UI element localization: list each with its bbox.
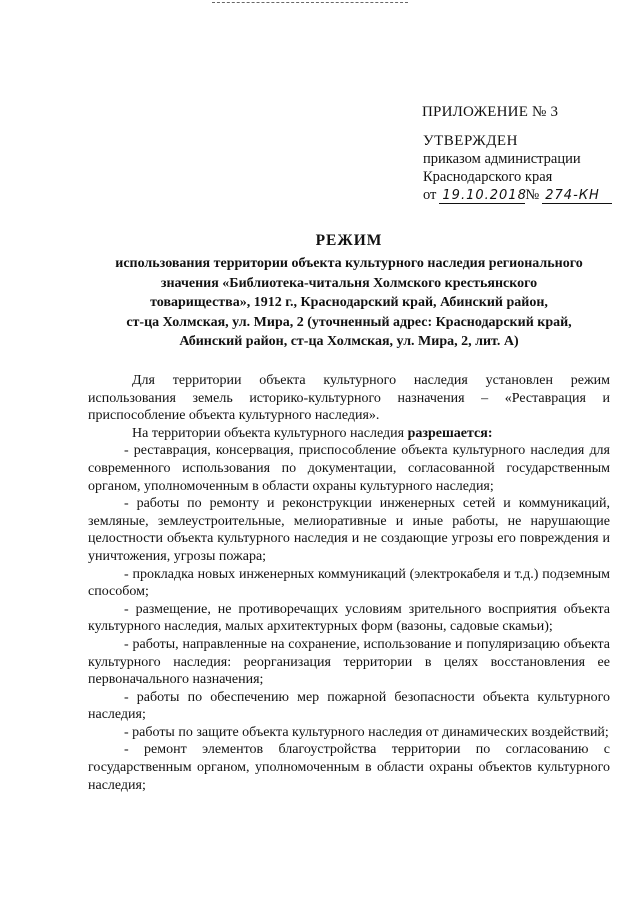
order-date-number <box>423 186 612 204</box>
top-scan-edge <box>212 2 408 3</box>
list-item: - реставрация, консервация, приспособление объекта культурного наследия для современного использования по документации, согласованной государственным органом, уполномоченным в области охраны культурного наследия; <box>88 443 610 494</box>
allowed-prefix: На территории объекта культурного наследия <box>132 425 408 441</box>
order-date: 19.10.2018 <box>439 189 525 204</box>
allowed-paragraph <box>88 425 610 443</box>
allowed-bold: разрешается: <box>407 425 493 441</box>
heading-line: товарищества», 1912 г., Краснодарский край, Абинский район, <box>150 295 548 310</box>
order-line-2: Краснодарского края <box>423 169 553 185</box>
list-item: - работы по защите объекта культурного наследия от динамических воздействий; <box>124 724 609 740</box>
number-prefix: № <box>525 187 540 203</box>
list-item: - работы по ремонту и реконструкции инженерных сетей и коммуникаций, земляные, землеустроительные, мелиоративные и иные работы, не нарушающие целостности объекта культурного наследия и не создающие угрозы его повреждения и уничтожения, угрозы пожара; <box>88 496 610 564</box>
heading-line: использования территории объекта культурного наследия регионального <box>115 256 583 271</box>
list-item: - размещение, не противоречащих условиям зрительного восприятия объекта культурного наследия, малых архитектурных форм (вазоны, садовые скамьи); <box>88 601 610 635</box>
list-item: - работы по обеспечению мер пожарной безопасности объекта культурного наследия; <box>88 689 610 723</box>
approval-block <box>423 132 612 204</box>
heading-line: Абинский район, ст-ца Холмская, ул. Мира, 2, лит. А) <box>179 334 519 349</box>
date-prefix: от <box>423 187 437 203</box>
appendix-label: ПРИЛОЖЕНИЕ № 3 <box>422 104 559 120</box>
list-item: - работы, направленные на сохранение, использование и популяризацию объекта культурного наследия: реорганизация территории в целях восстановления ее первоначального назначения; <box>88 636 610 688</box>
list-item: - ремонт элементов благоустройства территории по согласованию с государственным органом, уполномоченным в области охраны объектов культурного наследия; <box>88 742 610 793</box>
heading-line: значения «Библиотека-читальня Холмского крестьянского <box>160 275 538 291</box>
list-item: - прокладка новых инженерных коммуникаций (электрокабеля и т.д.) подземным способом; <box>88 566 610 600</box>
intro-paragraph: Для территории объекта культурного наследия установлен режим использования земель историко-культурного назначения – «Реставрация и приспособление объекта культурного наследия». <box>88 373 610 424</box>
heading-title: РЕЖИМ <box>315 232 383 249</box>
document-heading <box>100 232 598 352</box>
heading-line: ст-ца Холмская, ул. Мира, 2 (уточненный адрес: Краснодарский край, <box>126 314 572 330</box>
approved-label: УТВЕРЖДЕН <box>423 133 518 149</box>
order-number: 274-КН <box>542 189 612 204</box>
document-body <box>88 372 610 794</box>
order-line-1: приказом администрации <box>423 151 581 167</box>
